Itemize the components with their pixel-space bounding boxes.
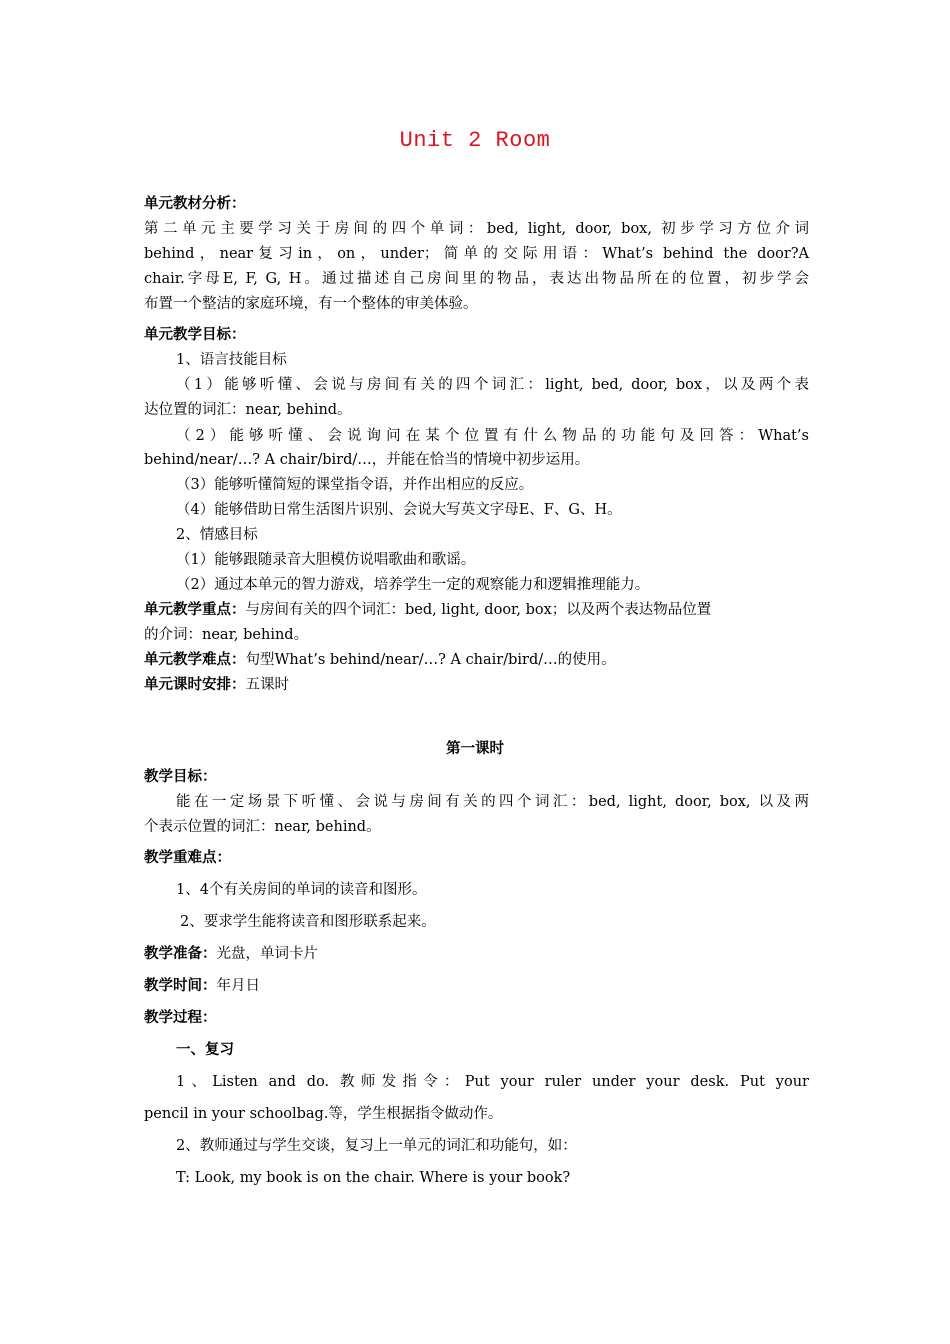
teaching-time [144,976,809,996]
goals-item: （4）能够借助日常生活图片识别、会说大写英文字母E、F、G、H。 [176,502,622,518]
key-difficulties-item-1: 1、4个有关房间的单词的读音和图形。 [176,882,427,898]
preparation [144,944,809,964]
goals-item: （3）能够听懂简短的课堂指令语，并作出相应的反应。 [176,477,534,493]
difficulties [144,650,809,670]
goals-heading: 单元教学目标： [144,327,246,343]
difficulties-heading: 单元教学难点： [144,652,246,668]
goals-item: （2）通过本单元的智力游戏，培养学生一定的观察能力和逻辑推理能力。 [176,577,650,593]
analysis-line-1: 第二单元主要学习关于房间的四个单词：bed, light, door, box, 初步学习方位介词 [144,221,809,237]
key-points-text: 与房间有关的四个词汇：bed, light, door, box；以及两个表达物品位置 [245,602,712,618]
goals-item: 达位置的词汇：near, behind。 [144,402,352,418]
key-difficulties-heading: 教学重难点： [144,850,231,866]
goals-item: （1）能够听懂、会说与房间有关的四个词汇：light, bed, door, box，以及两个表 [176,377,809,393]
goals-item: behind/near/…? A chair/bird/…，并能在恰当的情境中初步运用。 [144,452,590,468]
analysis-line-2: behind，near复习in，on，under；简单的交际用语：What’s behind the door?A [144,246,809,262]
analysis-line-3: chair.字母E, F, G, H。通过描述自己房间里的物品，表达出物品所在的位置，初步学会 [144,271,809,287]
key-difficulties-item-2: 2、要求学生能将读音和图形联系起来。 [180,914,436,930]
goals-item: （2）能够听懂、会说询问在某个位置有什么物品的功能句及回答：What’s [176,428,809,444]
review-line-4: T: Look, my book is on the chair. Where is your book? [176,1170,571,1186]
teaching-time-heading: 教学时间： [144,978,217,994]
goals-item: 2、情感目标 [176,527,258,543]
analysis-heading: 单元教材分析： [144,196,246,212]
goals-item: 1、语言技能目标 [176,352,287,368]
objectives-line-1: 能在一定场景下听懂、会说与房间有关的四个词汇：bed, light, door, box, 以及两 [176,794,809,810]
review-line-1: 1、Listen and do. 教师发指令：Put your ruler under your desk. Put your [176,1074,809,1090]
schedule-heading: 单元课时安排： [144,677,246,693]
schedule-text: 五课时 [245,677,289,693]
process-heading: 教学过程： [144,1010,217,1026]
objectives-heading: 教学目标： [144,769,217,785]
key-points-line-2: 的介词：near, behind。 [144,627,309,643]
review-line-2: pencil in your schoolbag.等，学生根据指令做动作。 [144,1106,503,1122]
teaching-time-text: 年月日 [216,978,260,994]
key-points [144,600,809,620]
goals-item: （1）能够跟随录音大胆模仿说唱歌曲和歌谣。 [176,552,476,568]
review-line-3: 2、教师通过与学生交谈，复习上一单元的词汇和功能句，如： [176,1138,577,1154]
difficulties-text: 句型What’s behind/near/…? A chair/bird/…的使用。 [245,652,616,668]
review-heading: 一、复习 [176,1042,234,1058]
schedule [144,675,809,695]
document-title: Unit 2 Room [399,128,551,153]
key-points-heading: 单元教学重点： [144,602,246,618]
lesson-title: 第一课时 [446,741,504,757]
objectives-line-2: 个表示位置的词汇：near, behind。 [144,819,381,835]
analysis-line-4: 布置一个整洁的家庭环境，有一个整体的审美体验。 [144,296,478,312]
preparation-text: 光盘，单词卡片 [216,946,318,962]
preparation-heading: 教学准备： [144,946,217,962]
